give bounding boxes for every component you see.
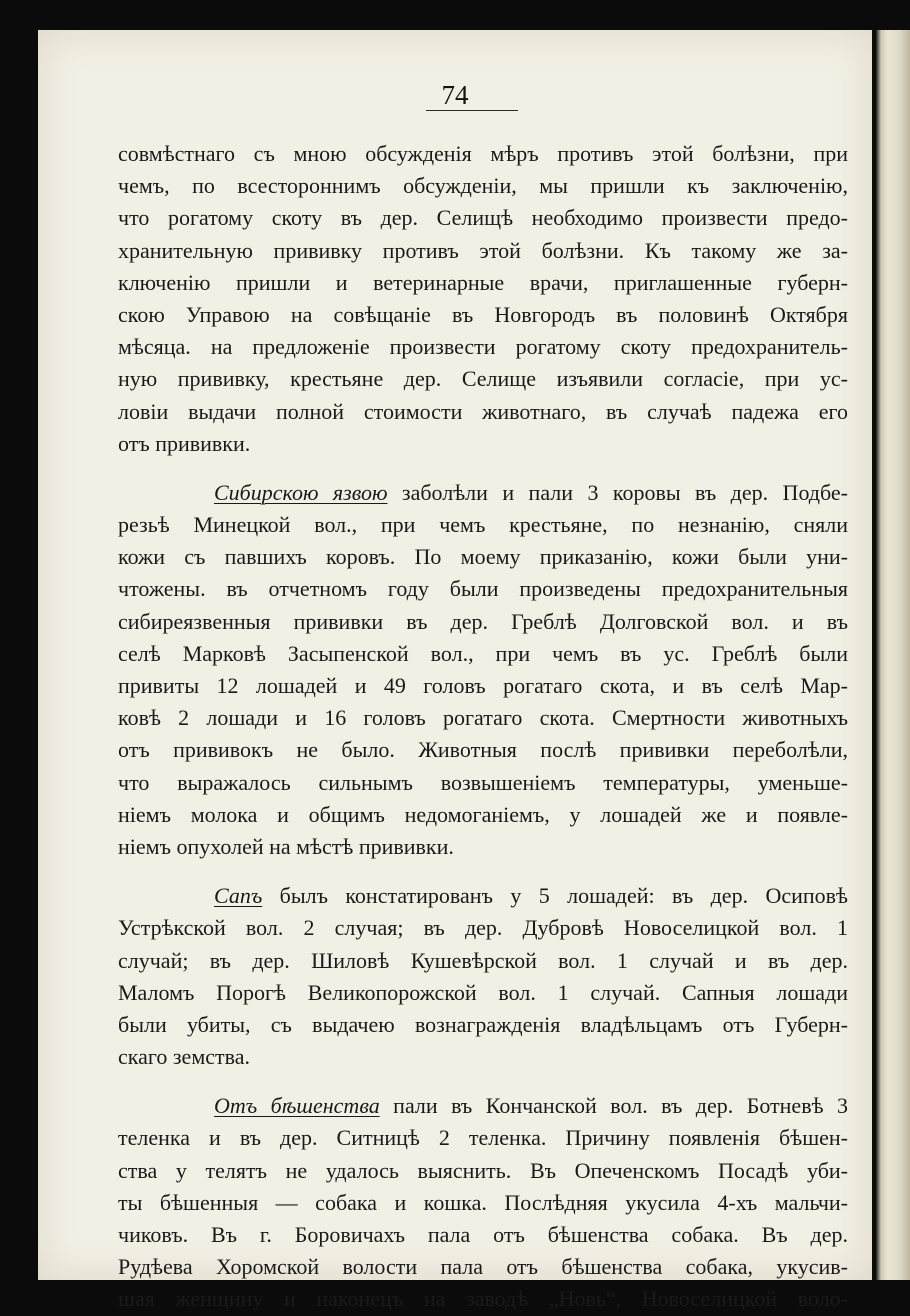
text-line: Рудѣева Хоромской волости пала отъ бѣшенства собака, укусив-: [118, 1254, 848, 1280]
text-line: сибиреязвенныя прививки въ дер. Греблѣ Долговской вол. и въ: [118, 608, 848, 634]
paragraph-glanders: [118, 880, 848, 1073]
page-number-rule: [426, 110, 518, 111]
text-line: что рогатому скоту въ дер. Селищѣ необходимо произвести предо-: [118, 205, 848, 231]
text-line: [118, 880, 848, 912]
paragraph-continuation: [118, 138, 848, 460]
text-line: кожи съ павшихъ коровъ. По моему приказанію, кожи были уни-: [118, 544, 848, 570]
text-line: ковѣ 2 лошади и 16 головъ рогатаго скота. Смертности животныхъ: [118, 705, 848, 731]
text-line: отъ прививокъ не было. Животныя послѣ прививки переболѣли,: [118, 737, 848, 763]
text-line: привиты 12 лошадей и 49 головъ рогатаго скота, и въ селѣ Мар-: [118, 673, 848, 698]
text-line-rest: заболѣли и пали 3 коровы въ дер. Подбе-: [387, 479, 848, 505]
section-lead-glanders: Сапъ: [214, 883, 263, 909]
text-line: совмѣстнаго съ мною обсужденія мѣръ противъ этой болѣзни, при: [118, 141, 848, 166]
text-line: хранительную прививку противъ этой болѣзни. Къ такому же за-: [118, 237, 848, 263]
next-page-edge: [876, 30, 910, 1280]
text-line: Маломъ Порогѣ Великопорожской вол. 1 случай. Сапныя лошади: [118, 979, 848, 1005]
page-number: 74: [441, 80, 469, 110]
paragraph-rabies: [118, 1090, 848, 1315]
text-line: ніемъ опухолей на мѣстѣ прививки.: [118, 833, 454, 859]
text-line: отъ прививки.: [118, 430, 251, 456]
text-line: скою Управою на совѣщаніе въ Новгородъ въ половинѣ Октября: [118, 301, 848, 327]
section-lead-anthrax: Сибирскою язвою: [214, 479, 388, 505]
text-line: скаго земства.: [118, 1044, 250, 1070]
text-line: чемъ, по всестороннимъ обсужденіи, мы пришли къ заключенію,: [118, 173, 848, 199]
text-line-rest: былъ констатированъ у 5 лошадей: въ дер. Осиповѣ: [262, 883, 848, 909]
text-line: теленка и въ дер. Ситницѣ 2 теленка. Причину появленія бѣшен-: [118, 1125, 848, 1151]
paragraph-gap: [118, 1073, 848, 1090]
text-line: селѣ Марковѣ Засыпенской вол., при чемъ въ ус. Греблѣ были: [118, 640, 848, 666]
text-line: ства у телятъ не удалось выяснить. Въ Опеченскомъ Посадѣ уби-: [118, 1157, 848, 1183]
text-line: ключенію пришли и ветеринарные врачи, приглашенные губерн-: [118, 269, 848, 295]
text-line: [118, 477, 848, 509]
body-text: [118, 138, 848, 1316]
text-line: были убиты, съ выдачею вознагражденія владѣльцамъ отъ Губерн-: [118, 1011, 848, 1037]
text-line: ную прививку, крестьяне дер. Селище изъявили согласіе, при ус-: [118, 366, 848, 392]
text-line: ловіи выдачи полной стоимости животнаго, въ случаѣ падежа его: [118, 398, 848, 424]
section-lead-rabies: Отъ бѣшенства: [214, 1093, 380, 1119]
text-line: случай; въ дер. Шиловѣ Кушевѣрской вол. 1 случай и въ дер.: [118, 947, 848, 973]
text-line: ты бѣшенныя — собака и кошка. Послѣдняя укусила 4-хъ мальчи-: [118, 1189, 848, 1215]
paragraph-gap: [118, 460, 848, 477]
text-line: ніемъ молока и общимъ недомоганіемъ, у лошадей же и появле-: [118, 801, 848, 827]
text-line: что выражалось сильнымъ возвышеніемъ температуры, уменьше-: [118, 769, 848, 795]
text-line: мѣсяца. на предложеніе произвести рогатому скоту предохранитель-: [118, 334, 848, 360]
text-line: Устрѣкской вол. 2 случая; въ дер. Дубровѣ Новоселицкой вол. 1: [118, 915, 848, 941]
text-line: резьѣ Минецкой вол., при чемъ крестьяне, по незнанію, сняли: [118, 512, 848, 538]
paragraph-gap: [118, 863, 848, 880]
text-line: шая женщину и наконецъ на заводѣ „Новь“, Новоселицкой воло-: [118, 1286, 848, 1312]
text-line: чтожены. въ отчетномъ году были произведены предохранительныя: [118, 576, 848, 602]
book-page: [38, 30, 872, 1312]
text-line: чиковъ. Въ г. Боровичахъ пала отъ бѣшенства собака. Въ дер.: [118, 1222, 848, 1247]
text-line-rest: пали въ Кончанской вол. въ дер. Ботневѣ 3: [379, 1093, 848, 1119]
paragraph-anthrax: [118, 477, 848, 863]
text-line: [118, 1090, 848, 1122]
